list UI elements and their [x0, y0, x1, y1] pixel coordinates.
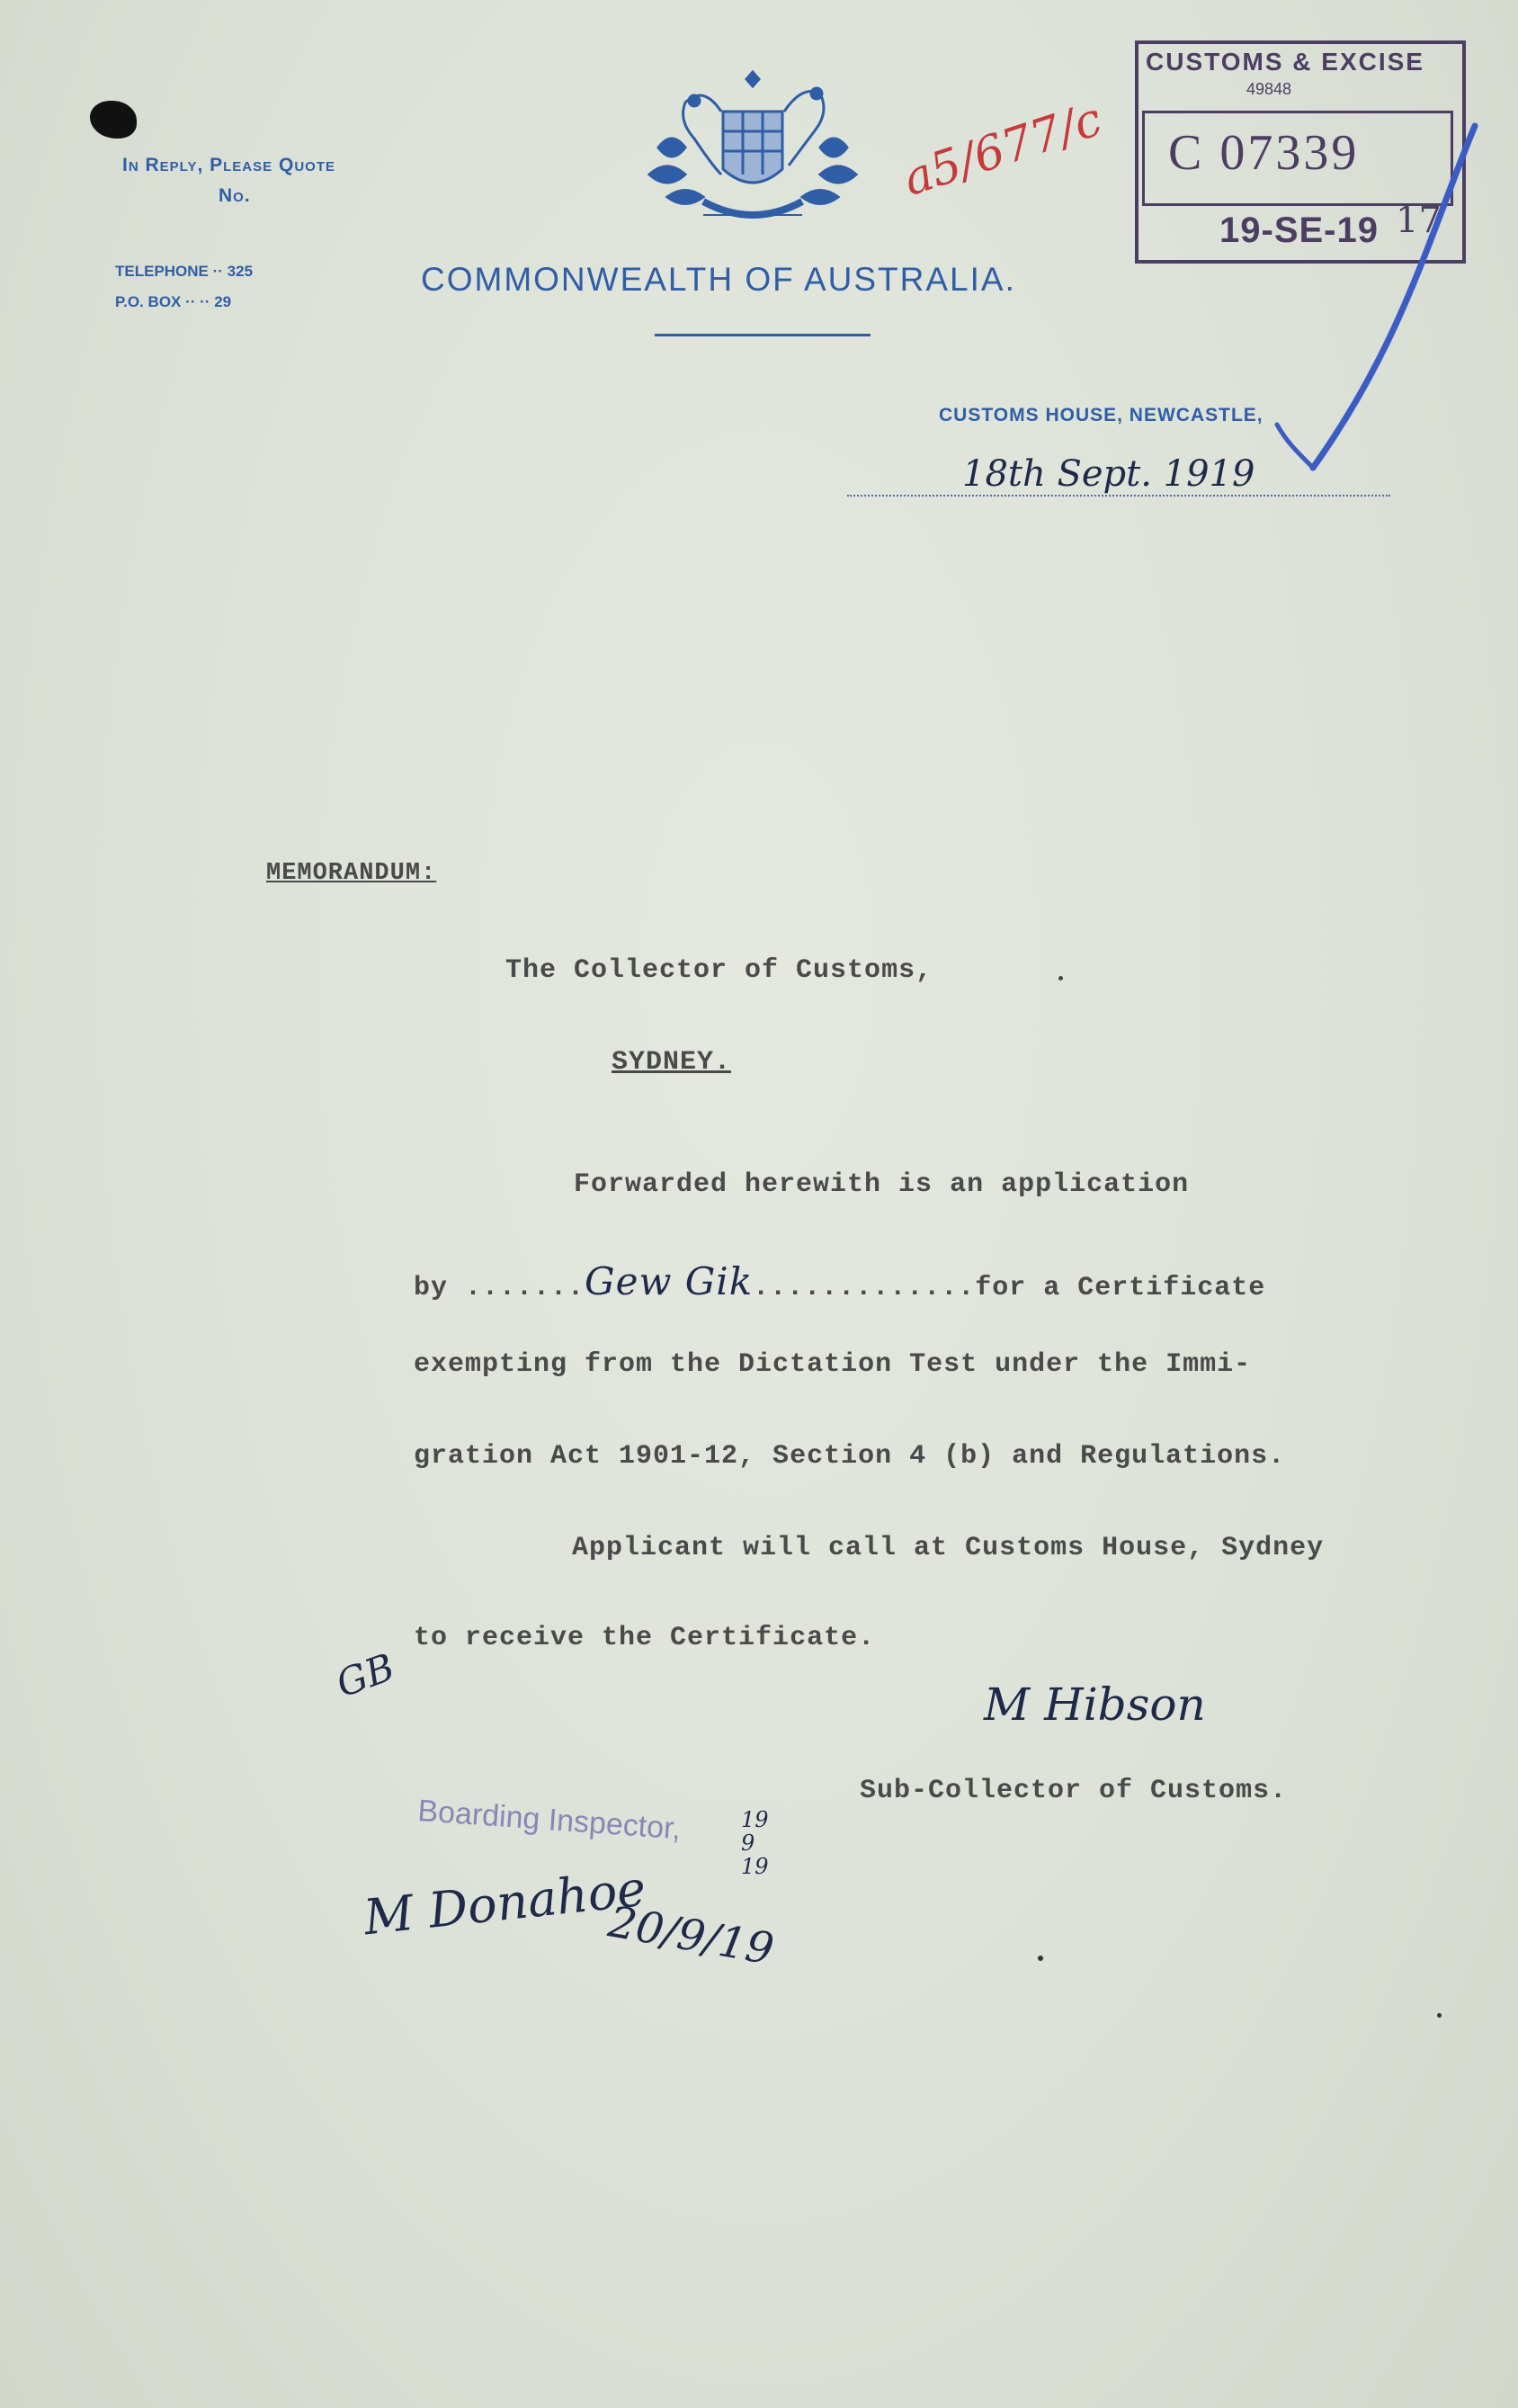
letter-date: 18th Sept. 1919: [962, 453, 1255, 495]
boarding-inspector-stamp: Boarding Inspector,: [416, 1794, 683, 1847]
pobox-line: P.O. BOX ·· ·· 29: [115, 293, 232, 310]
office-address: CUSTOMS HOUSE, NEWCASTLE,: [939, 405, 1264, 425]
margin-initials: GB: [330, 1644, 400, 1706]
memo-line-2: [414, 1259, 1265, 1303]
reply-quote-line2: No.: [219, 185, 251, 206]
coat-of-arms-emblem: [640, 67, 865, 233]
signoff-date: 20/9/19: [604, 1896, 778, 1975]
stamp-margin-note: 17: [1396, 200, 1442, 241]
blue-pen-stroke: [1259, 108, 1493, 504]
memo-line-3: exempting from the Dictation Test under the Immi-: [414, 1349, 1252, 1380]
memo-line-2-suffix: .............for a Certificate: [753, 1273, 1266, 1303]
telephone-line: TELEPHONE ·· 325: [115, 263, 254, 280]
memo-line-4: gration Act 1901-12, Section 4 (b) and Regulations.: [414, 1441, 1286, 1472]
memo-line-1: Forwarded herewith is an application: [574, 1169, 1190, 1200]
reply-quote-line1: In Reply, Please Quote: [122, 155, 335, 175]
stray-dot-1: [1058, 976, 1063, 980]
memo-line-2-prefix: by .......: [414, 1273, 585, 1303]
stray-dot-3: [1437, 2013, 1442, 2018]
stamp-number: C 07339: [1168, 125, 1360, 181]
signature: M Hibson: [984, 1678, 1206, 1731]
applicant-name: Gew Gik: [585, 1259, 754, 1303]
signoff-name: M Donahoe: [361, 1859, 648, 1947]
stamp-date: 19-SE-19: [1219, 210, 1379, 250]
stamp-subnumber: 49848: [1246, 80, 1292, 98]
memo-addressee: The Collector of Customs,: [505, 955, 933, 986]
stray-dot-2: [1038, 1956, 1043, 1961]
ink-blot: [90, 101, 137, 139]
letterhead-title: COMMONWEALTH OF AUSTRALIA.: [421, 261, 1016, 298]
memo-city: SYDNEY.: [612, 1047, 732, 1078]
red-reference-note: a5/677/c: [897, 92, 1109, 207]
memo-line-5: Applicant will call at Customs House, Sydney: [572, 1533, 1325, 1563]
signature-title: Sub-Collector of Customs.: [860, 1776, 1288, 1806]
boarding-stamp-date: 19 9 19: [741, 1807, 769, 1879]
title-rule: [655, 334, 871, 336]
memo-heading: MEMORANDUM:: [266, 860, 437, 887]
stamp-header: CUSTOMS & EXCISE: [1146, 48, 1424, 76]
memo-line-6: to receive the Certificate.: [414, 1623, 876, 1653]
